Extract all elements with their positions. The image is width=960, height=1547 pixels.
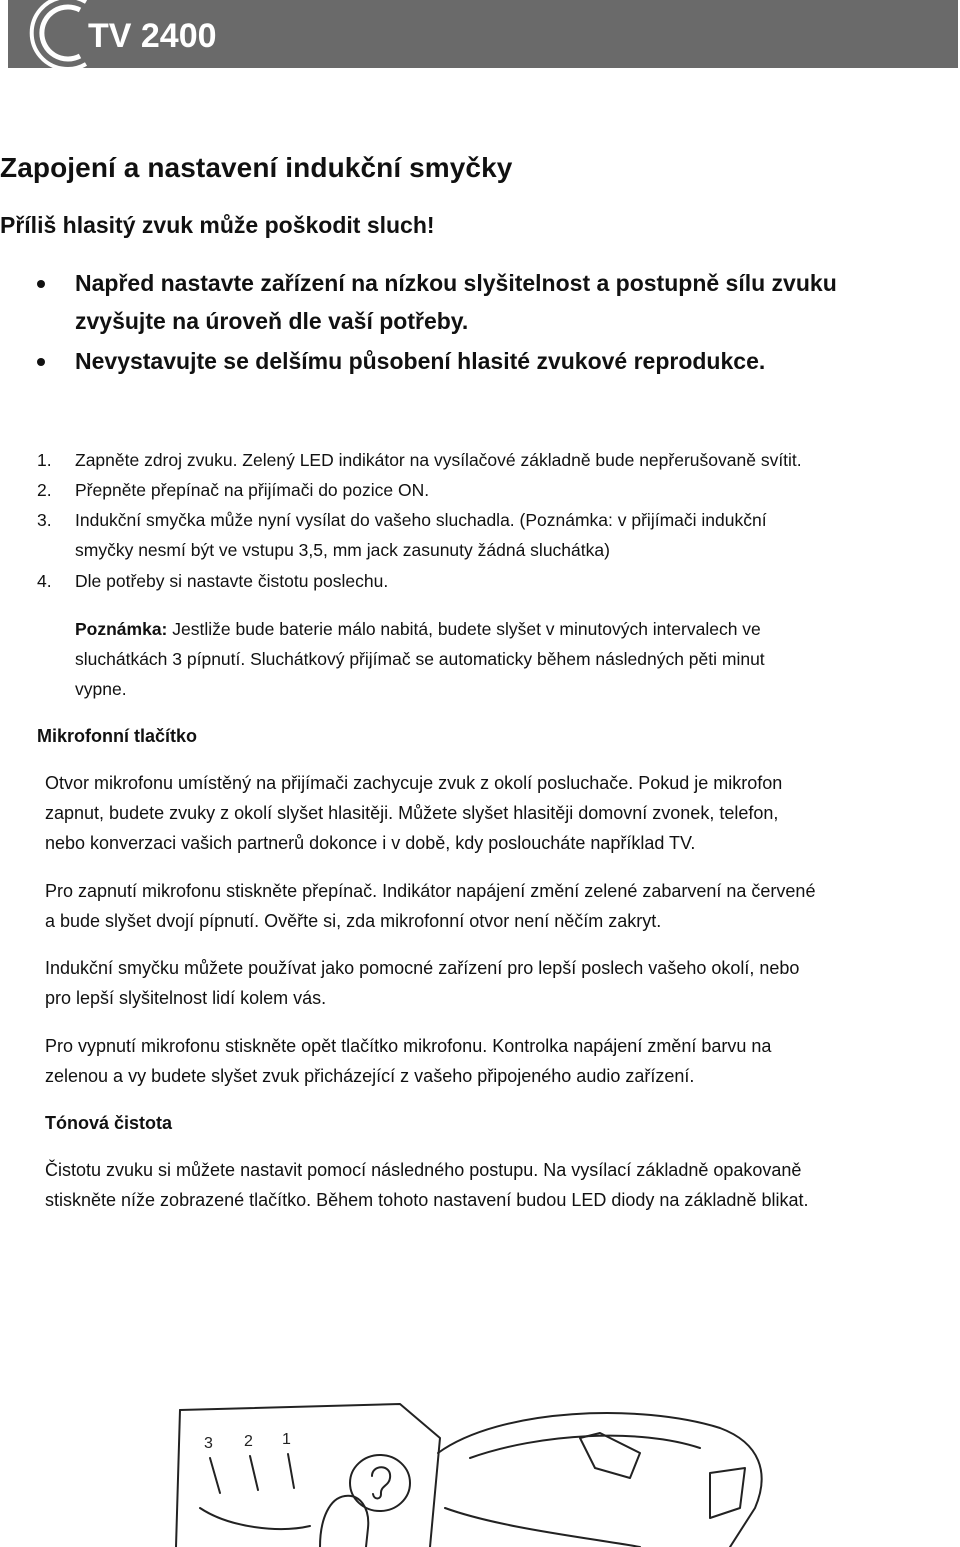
mic-paragraph-1-line-3: nebo konverzaci vašich partnerů dokonce i v době, kdy posloucháte například TV. (45, 833, 696, 853)
panel-curve (200, 1508, 310, 1529)
step-2-text: Přepněte přepínač na přijímači do pozice ON. (75, 480, 430, 500)
device-illustration (170, 1398, 770, 1547)
tone-paragraph-line-2: stiskněte níže zobrazené tlačítko. Během tohoto nastavení budou LED diody na základně blikat. (45, 1190, 809, 1210)
microphone-heading: Mikrofonní tlačítko (37, 726, 198, 746)
panel-left-edge (176, 1410, 180, 1547)
bullet-1-line-1: Napřed nastavte zařízení na nízkou slyšitelnost a postupně sílu zvuku (75, 270, 837, 296)
page-title: Zapojení a nastavení indukční smyčky (0, 152, 513, 183)
bullet-2-line-1: Nevystavujte se delšímu působení hlasité zvukové reprodukce. (75, 348, 766, 374)
side-port (710, 1468, 745, 1518)
tone-paragraph-line-1: Čistotu zvuku si můžete nastavit pomocí následného postupu. Na vysílací základně opakovaně (45, 1160, 802, 1180)
step-4-number: 4. (37, 571, 52, 591)
note-text-1: Jestliže bude baterie málo nabitá, budete slyšet v minutových intervalech ve (167, 619, 761, 639)
step-3-text-line-1: Indukční smyčka může nyní vysílat do vašeho sluchadla. (Poznámka: v přijímači indukční (75, 510, 767, 530)
header-bar (8, 0, 958, 68)
note-label: Poznámka: (75, 619, 168, 639)
ear-icon (372, 1467, 390, 1498)
logo-text: TV 2400 (88, 17, 217, 55)
bullet-dot (37, 358, 45, 366)
warning-text: Příliš hlasitý zvuk může poškodit sluch! (0, 212, 435, 238)
switch-3 (210, 1458, 220, 1493)
step-4-text: Dle potřeby si nastavte čistotu poslechu. (75, 571, 389, 591)
note-line-2: sluchátkách 3 pípnutí. Sluchátkový přijímač se automaticky během následných pěti minut (75, 649, 765, 669)
mic-paragraph-3-line-1: Indukční smyčku můžete používat jako pomocné zařízení pro lepší poslech vašeho okolí, nebo (45, 958, 800, 978)
bullet-1-line-2: zvyšujte na úroveň dle vaší potřeby. (75, 308, 469, 334)
mic-paragraph-3-line-2: pro lepší slyšitelnost lidí kolem vás. (45, 988, 327, 1008)
switch-1 (288, 1454, 294, 1488)
step-1-text: Zapněte zdroj zvuku. Zelený LED indikátor na vysílačové základně bude nepřerušovaně svítit. (75, 450, 802, 470)
tone-heading: Tónová čistota (45, 1113, 173, 1133)
tv-2400-logo (28, 0, 268, 68)
label-2: 2 (244, 1433, 253, 1450)
label-3: 3 (204, 1435, 213, 1452)
port-opening (580, 1433, 640, 1478)
bullet-dot (37, 280, 45, 288)
note-line-1 (75, 619, 761, 640)
switch-2 (250, 1456, 258, 1490)
mic-paragraph-1-line-1: Otvor mikrofonu umístěný na přijímači zachycuje zvuk z okolí posluchače. Pokud je mikrofon (45, 773, 783, 793)
mic-paragraph-2-line-2: a bude slyšet dvojí pípnutí. Ověřte si, zda mikrofonní otvor není něčím zakryt. (45, 911, 662, 931)
step-2-number: 2. (37, 480, 52, 500)
mic-paragraph-4-line-1: Pro vypnutí mikrofonu stiskněte opět tlačítko mikrofonu. Kontrolka napájení změní barvu na (45, 1036, 772, 1056)
mic-paragraph-2-line-1: Pro zapnutí mikrofonu stiskněte přepínač. Indikátor napájení změní zelené zabarvení na červené (45, 881, 816, 901)
step-3-number: 3. (37, 510, 52, 530)
mic-paragraph-4-line-2: zelenou a vy budete slyšet zvuk přicházející z vašeho připojeného audio zařízení. (45, 1066, 695, 1086)
note-line-3: vypne. (75, 679, 127, 699)
step-3-text-line-2: smyčky nesmí být ve vstupu 3,5, mm jack zasunuty žádná sluchátka) (75, 540, 610, 560)
base-bottom-curve (445, 1508, 640, 1547)
label-1: 1 (282, 1431, 291, 1448)
mic-paragraph-1-line-2: zapnut, budete zvuky z okolí slyšet hlasitěji. Můžete slyšet hlasitěji domovní zvonek, telefon, (45, 803, 779, 823)
mic-button (350, 1455, 410, 1511)
step-1-number: 1. (37, 450, 52, 470)
